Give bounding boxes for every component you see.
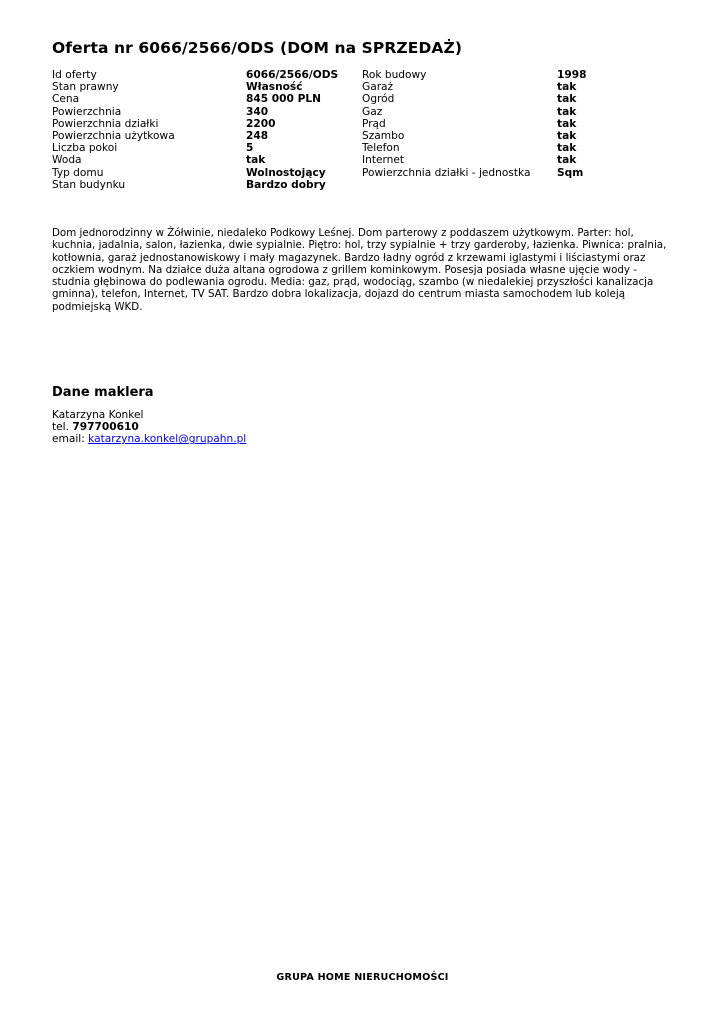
agent-email-line: [52, 433, 246, 445]
details-left-labels: [52, 69, 175, 191]
agent-heading: Dane maklera: [52, 385, 154, 400]
detail-label-phone: Telefon: [362, 142, 400, 155]
detail-value-price: 845 000 PLN: [246, 93, 321, 106]
detail-label-price: Cena: [52, 93, 80, 106]
agent-email-link[interactable]: katarzyna.konkel@grupahn.pl: [88, 433, 247, 446]
agent-phone-label: tel.: [52, 421, 69, 434]
agent-email-label: email:: [52, 433, 85, 446]
detail-label-water: Woda: [52, 154, 82, 167]
detail-value-plot-area: 2200: [246, 117, 276, 130]
details-right-values: [557, 69, 587, 179]
detail-label-plot-unit: Powierzchnia działki - jednostka: [362, 166, 531, 179]
detail-value-garage: tak: [557, 81, 577, 94]
detail-label-id: Id oferty: [52, 69, 97, 81]
detail-value-usable-area: 248: [246, 129, 269, 142]
page-title: Oferta nr 6066/2566/ODS (DOM na SPRZEDAŻ): [52, 39, 463, 57]
detail-value-garden: tak: [557, 93, 577, 106]
detail-label-electricity: Prąd: [362, 117, 386, 130]
detail-value-house-type: Wolnostojący: [246, 166, 326, 179]
detail-value-condition: Bardzo dobry: [246, 178, 326, 191]
detail-label-condition: Stan budynku: [52, 178, 126, 191]
detail-label-plot-area: Powierzchnia działki: [52, 117, 159, 130]
detail-label-septic-tank: Szambo: [362, 129, 405, 142]
detail-value-phone: tak: [557, 142, 577, 155]
detail-value-area: 340: [246, 105, 269, 118]
detail-value-rooms: 5: [246, 142, 254, 155]
detail-label-legal-status: Stan prawny: [52, 81, 119, 94]
detail-label-year-built: Rok budowy: [362, 69, 427, 81]
detail-value-internet: tak: [557, 154, 577, 167]
detail-label-area: Powierzchnia: [52, 105, 122, 118]
detail-value-gas: tak: [557, 105, 577, 118]
details-left-values: [246, 69, 338, 191]
detail-value-septic-tank: tak: [557, 129, 577, 142]
detail-value-electricity: tak: [557, 117, 577, 130]
footer-company-name: GRUPA HOME NIERUCHOMOŚCI: [276, 972, 449, 983]
detail-label-garden: Ogród: [362, 93, 395, 106]
detail-label-house-type: Typ domu: [52, 166, 104, 179]
detail-value-id: 6066/2566/ODS: [246, 69, 339, 81]
detail-value-year-built: 1998: [557, 69, 587, 81]
detail-label-usable-area: Powierzchnia użytkowa: [52, 129, 175, 142]
detail-label-rooms: Liczba pokoi: [52, 142, 118, 155]
agent-contact: [52, 409, 246, 446]
agent-phone: 797700610: [72, 421, 139, 434]
detail-label-internet: Internet: [362, 154, 405, 167]
details-right-labels: [362, 69, 530, 179]
detail-value-water: tak: [246, 154, 266, 167]
agent-phone-line: [52, 421, 246, 433]
detail-value-legal-status: Własność: [246, 81, 303, 94]
detail-label-gas: Gaz: [362, 105, 383, 118]
detail-label-garage: Garaż: [362, 81, 394, 94]
offer-description: Dom jednorodzinny w Żółwinie, niedaleko Podkowy Leśnej. Dom parterowy z poddaszem użytkowym. Parter: hol, kuchnia, jadalnia, salon, łazienka, dwie sypialnie. Piętro: hol, trzy sypialnie + trzy garderoby, łazienka. Piwnica: pralnia, kotłownia, garaż jednostanowiskowy i mały magazynek. Bardzo ładny ogród z krzewami iglastymi i liściastymi oraz oczkiem wodnym. Na działce duża altana ogrodowa z grillem kominkowym. Posesja posiada własne ujęcie wody - studnia głębinowa do podlewania ogrodu. Media: gaz, prąd, wodociąg, szambo (w niedalekiej przyszłości kanalizacja gminna), telefon, Internet, TV SAT. Bardzo dobra lokalizacja, dojazd do centrum miasta samochodem lub koleją podmiejską WKD.: [52, 227, 667, 313]
detail-value-plot-unit: Sqm: [557, 166, 584, 179]
agent-name: Katarzyna Konkel: [52, 409, 144, 421]
